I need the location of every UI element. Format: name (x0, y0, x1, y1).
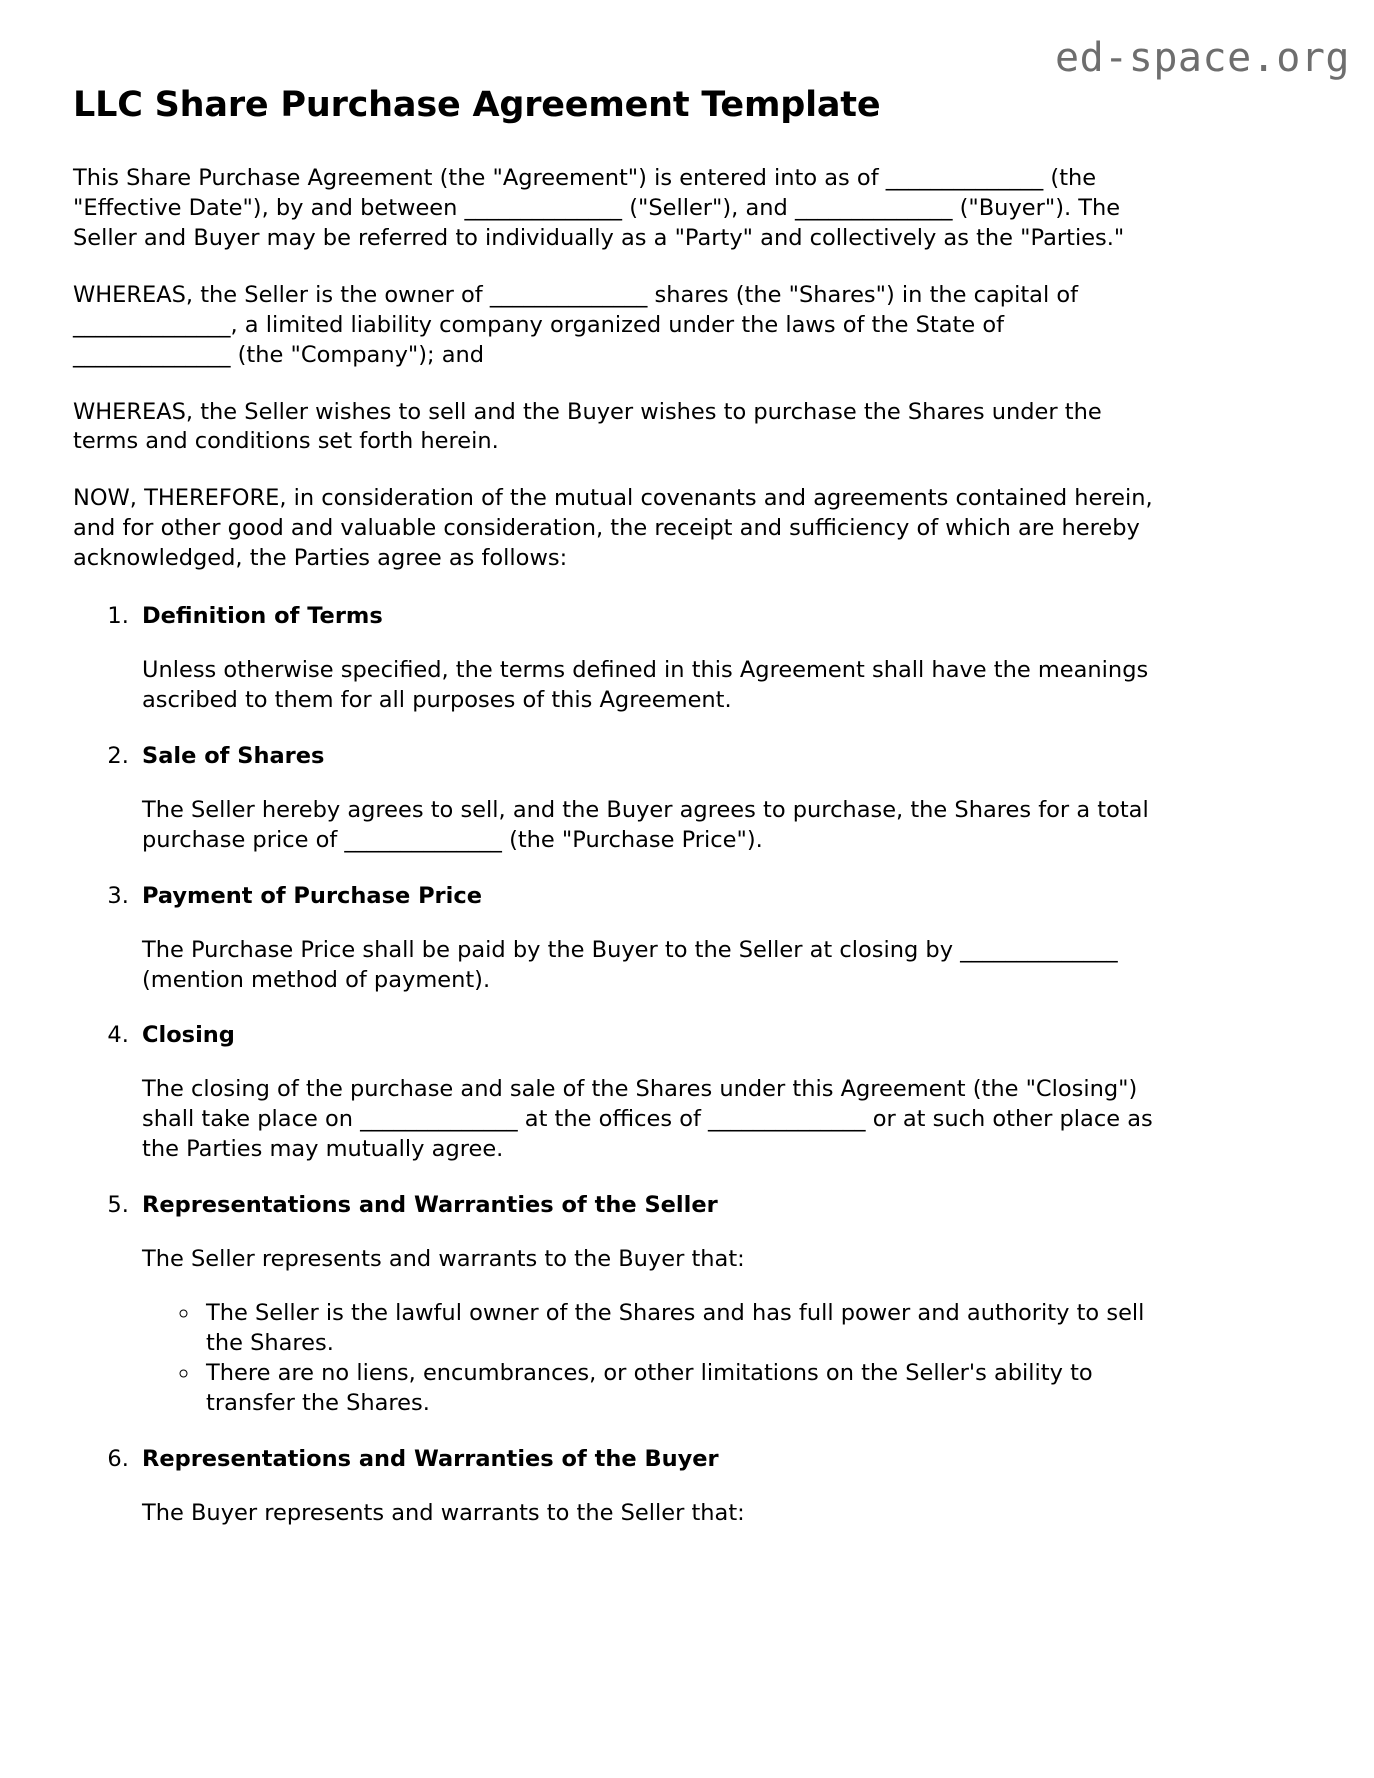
clause-bullet-list (142, 1275, 1158, 1419)
clause-item (136, 602, 1158, 716)
site-watermark: ed-space.org (1055, 35, 1350, 81)
clause-item (136, 882, 1158, 996)
clause-heading: 3. Payment of Purchase Price (142, 882, 482, 909)
clause-body: The Seller represents and warrants to the Buyer that: (142, 1246, 745, 1273)
clause-body: The Seller hereby agrees to sell, and the Buyer agrees to purchase, the Shares for a total purchase price of ______________ (the "Purchase Price"). (142, 796, 1149, 853)
recital-paragraph-1: WHEREAS, the Seller is the owner of ______________ shares (the "Shares") in the capital of ______________, a limited liability company organized under the laws of the State of ______________ (the "Company"); and (73, 281, 1079, 368)
clause-list (73, 574, 1158, 1528)
list-item: ◦ There are no liens, encumbrances, or other limitations on the Seller's ability to transfer the Shares. (200, 1359, 1158, 1419)
recital-paragraph-2: WHEREAS, the Seller wishes to sell and the Buyer wishes to purchase the Shares under the terms and conditions set forth herein. (73, 398, 1102, 455)
operative-paragraph: NOW, THEREFORE, in consideration of the mutual covenants and agreements contained herein, and for other good and valuable consideration, the receipt and sufficiency of which are hereby acknowledged, the Parties agree as follows: (73, 485, 1153, 572)
clause-body: The Purchase Price shall be paid by the Buyer to the Seller at closing by ______________ (mention method of payment). (142, 936, 1118, 993)
clause-body: Unless otherwise specified, the terms defined in this Agreement shall have the meanings ascribed to them for all purposes of this Agreement. (142, 657, 1149, 713)
clause-item (136, 742, 1158, 856)
clause-body: The Buyer represents and warrants to the Seller that: (142, 1499, 745, 1526)
document-content (73, 0, 1158, 1529)
list-item: ◦ The Seller is the lawful owner of the Shares and has full power and authority to sell the Shares. (200, 1299, 1158, 1359)
clause-heading: 5. Representations and Warranties of the Seller (142, 1192, 718, 1219)
page-title: LLC Share Purchase Agreement Template (73, 85, 881, 125)
clause-heading: 4. Closing (142, 1022, 235, 1049)
clause-item (136, 1191, 1158, 1419)
clause-item (136, 1021, 1158, 1165)
clause-body: The closing of the purchase and sale of the Shares under this Agreement (the "Closing") shall take place on ______________ at the offices of ______________ or at such other place as the Parties may mutually agree. (142, 1076, 1153, 1163)
clause-heading: 6. Representations and Warranties of the Buyer (142, 1445, 719, 1472)
intro-paragraph-1: This Share Purchase Agreement (the "Agreement") is entered into as of ______________ (the "Effective Date"), by and between ______________ ("Seller"), and ______________ ("Buyer"). The Seller and Buyer may be referred to individually as a "Party" and collectively as the "Parties." (73, 165, 1125, 251)
clause-heading: 2. Sale of Shares (142, 742, 325, 769)
clause-item (136, 1445, 1158, 1529)
clause-heading: 1. Definition of Terms (142, 603, 383, 630)
